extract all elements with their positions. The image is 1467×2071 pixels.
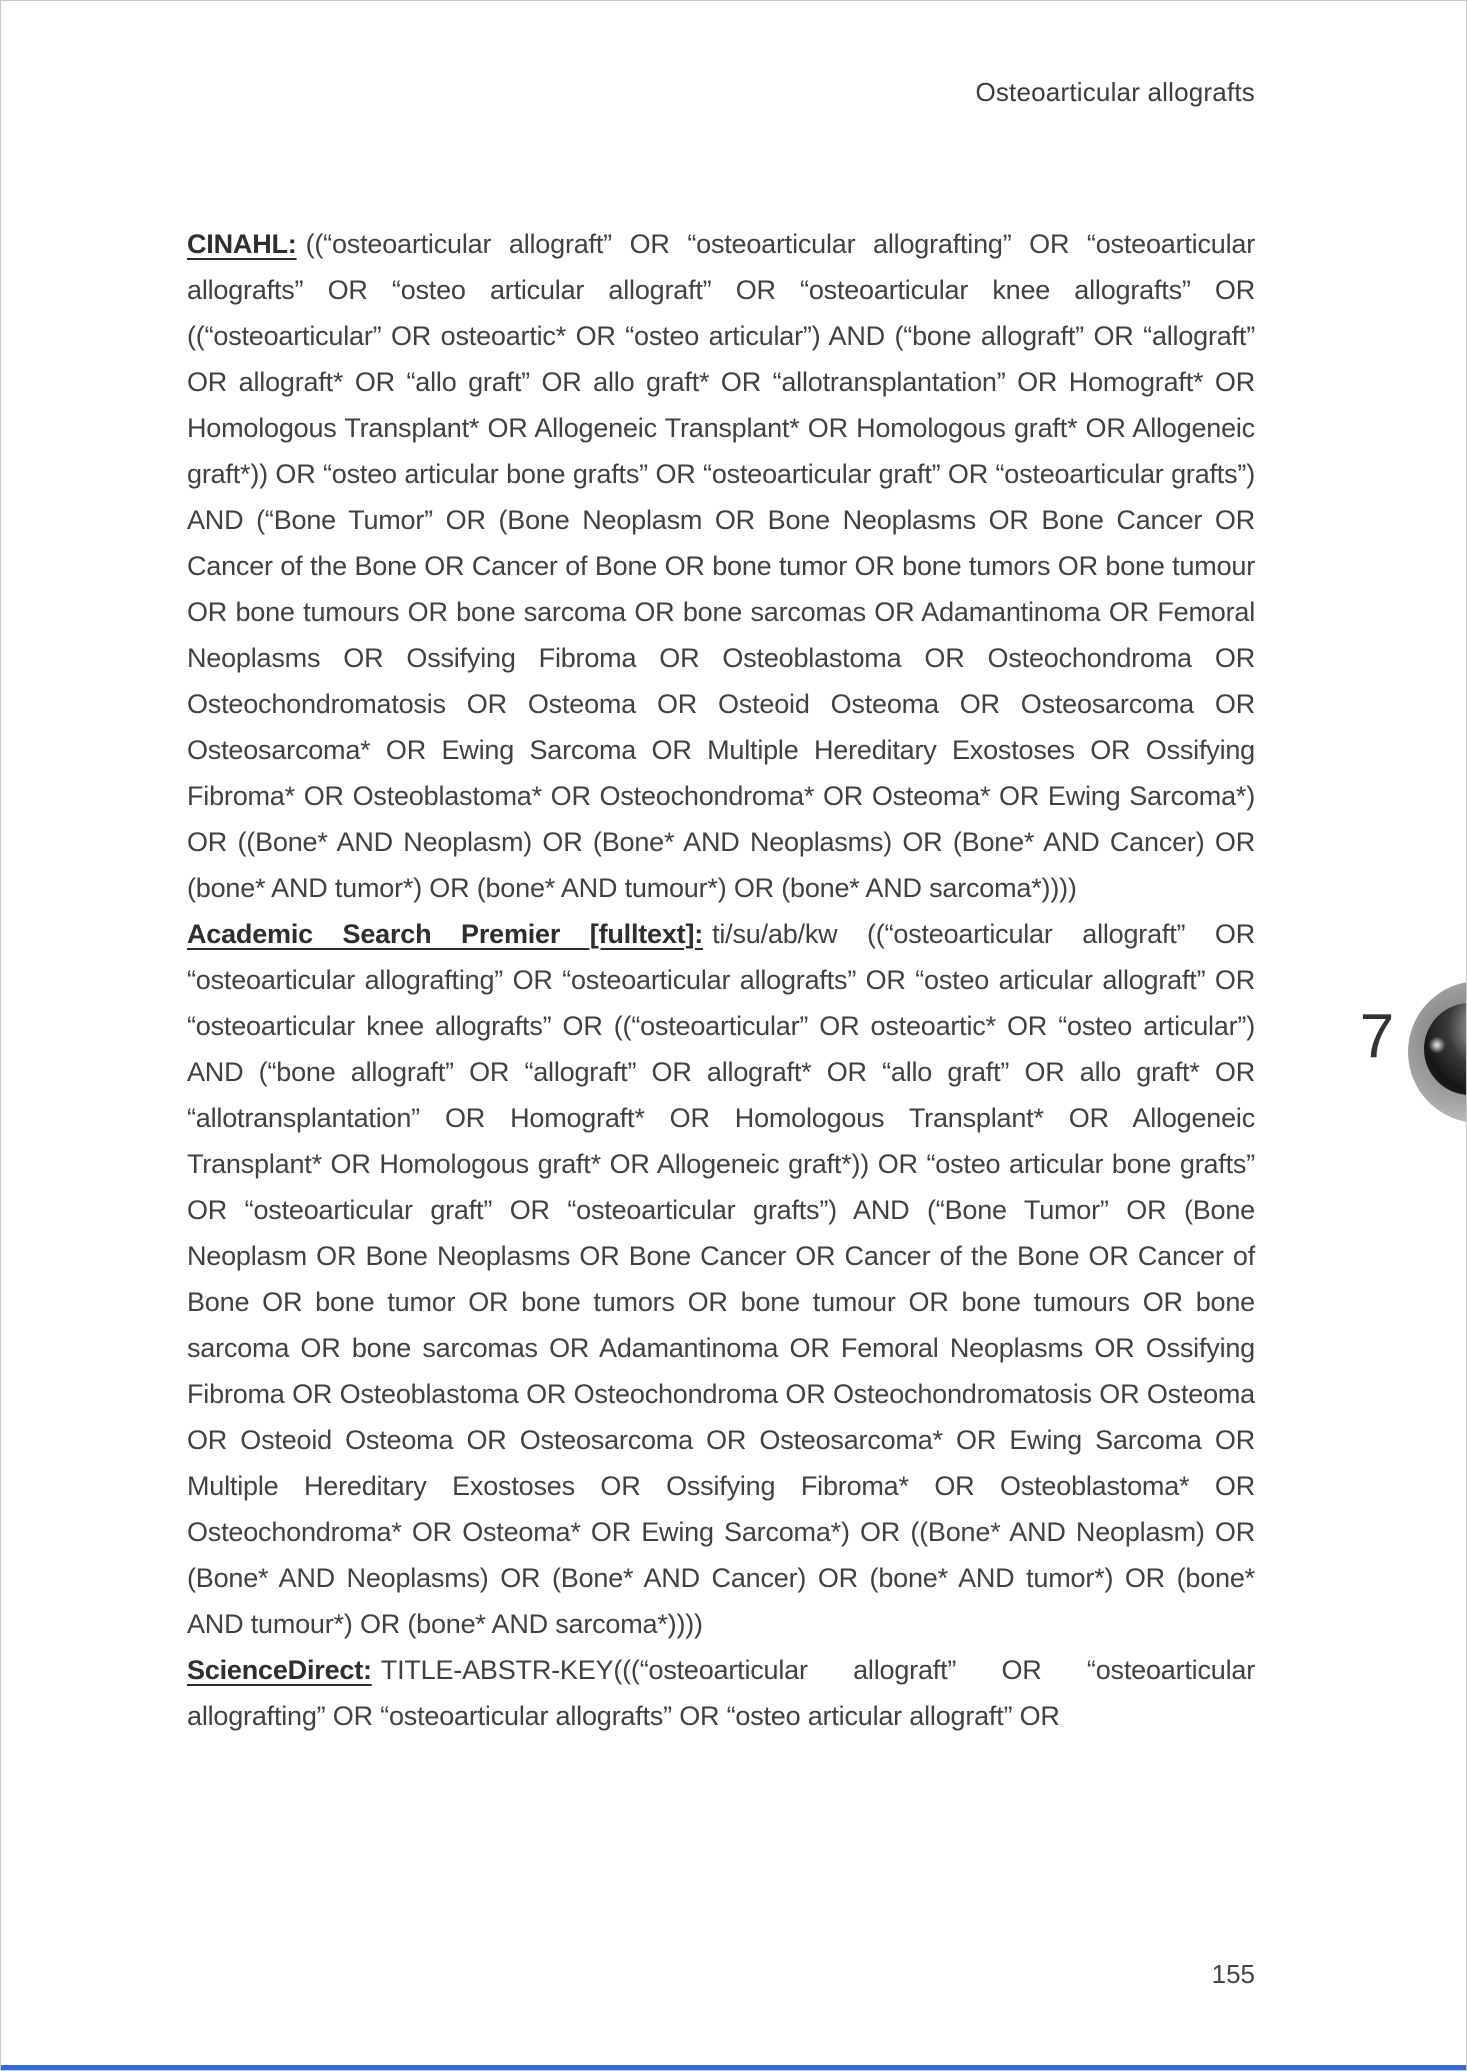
query-text-sciencedirect: TITLE-ABSTR-KEY(((“osteoarticular allograft” OR “osteoarticular allografting” OR “osteoarticular allografts” OR “osteo articular allograft” OR [187,1655,1255,1731]
database-label-cinahl: CINAHL: [187,229,297,259]
database-label-sciencedirect: ScienceDirect: [187,1655,372,1685]
page-number: 155 [1211,1959,1255,1989]
bottom-edge-highlight [1,2065,1466,2070]
chapter-number: 7 [1359,1002,1395,1071]
femoral-head-sphere-image [1408,981,1467,1123]
search-strategy-cinahl [187,221,1255,911]
running-header: Osteoarticular allografts [975,77,1255,107]
chapter-thumbnail [1408,979,1467,1125]
search-strategy-sciencedirect [187,1647,1255,1739]
sphere-core [1424,1003,1467,1095]
search-strategy-academic-search-premier [187,911,1255,1647]
search-strategy-text-block [187,221,1255,1739]
query-text-cinahl: ((“osteoarticular allograft” OR “osteoarticular allografting” OR “osteoarticular allografts” OR “osteo articular allograft” OR “osteoarticular knee allografts” OR ((“osteoarticular” OR osteoartic* OR “osteo articular”) AND (“bone allograft” OR “allograft” OR allograft* OR “allo graft” OR allo graft* OR “allotransplantation” OR Homograft* OR Homologous Transplant* OR Allogeneic Transplant* OR Homologous graft* OR Allogeneic graft*)) OR “osteo articular bone grafts” OR “osteoarticular graft” OR “osteoarticular grafts”) AND (“Bone Tumor” OR (Bone Neoplasm OR Bone Neoplasms OR Bone Cancer OR Cancer of the Bone OR Cancer of Bone OR bone tumor OR bone tumors OR bone tumour OR bone tumours OR bone sarcoma OR bone sarcomas OR Adamantinoma OR Femoral Neoplasms OR Ossifying Fibroma OR Osteoblastoma OR Osteochondroma OR Osteochondromatosis OR Osteoma OR Osteoid Osteoma OR Osteosarcoma OR Osteosarcoma* OR Ewing Sarcoma OR Multiple Hereditary Exostoses OR Ossifying Fibroma* OR Osteoblastoma* OR Osteochondroma* OR Osteoma* OR Ewing Sarcoma*) OR ((Bone* AND Neoplasm) OR (Bone* AND Neoplasms) OR (Bone* AND Cancer) OR (bone* AND tumor*) OR (bone* AND tumour*) OR (bone* AND sarcoma*)))) [187,229,1255,903]
sphere-highlight [1428,1037,1446,1053]
query-text-academic-search-premier: ti/su/ab/kw ((“osteoarticular allograft” OR “osteoarticular allografting” OR “osteoarticular allografts” OR “osteo articular allograft” OR “osteoarticular knee allografts” OR ((“osteoarticular” OR osteoartic* OR “osteo articular”) AND (“bone allograft” OR “allograft” OR allograft* OR “allo graft” OR allo graft* OR “allotransplantation” OR Homograft* OR Homologous Transplant* OR Allogeneic Transplant* OR Homologous graft* OR Allogeneic graft*)) OR “osteo articular bone grafts” OR “osteoarticular graft” OR “osteoarticular grafts”) AND (“Bone Tumor” OR (Bone Neoplasm OR Bone Neoplasms OR Bone Cancer OR Cancer of the Bone OR Cancer of Bone OR bone tumor OR bone tumors OR bone tumour OR bone tumours OR bone sarcoma OR bone sarcomas OR Adamantinoma OR Femoral Neoplasms OR Ossifying Fibroma OR Osteoblastoma OR Osteochondroma OR Osteochondromatosis OR Osteoma OR Osteoid Osteoma OR Osteosarcoma OR Osteosarcoma* OR Ewing Sarcoma OR Multiple Hereditary Exostoses OR Ossifying Fibroma* OR Osteoblastoma* OR Osteochondroma* OR Osteoma* OR Ewing Sarcoma*) OR ((Bone* AND Neoplasm) OR (Bone* AND Neoplasms) OR (Bone* AND Cancer) OR (bone* AND tumor*) OR (bone* AND tumour*) OR (bone* AND sarcoma*)))) [187,919,1256,1639]
database-label-academic-search-premier: Academic Search Premier [fulltext]: [187,919,704,949]
